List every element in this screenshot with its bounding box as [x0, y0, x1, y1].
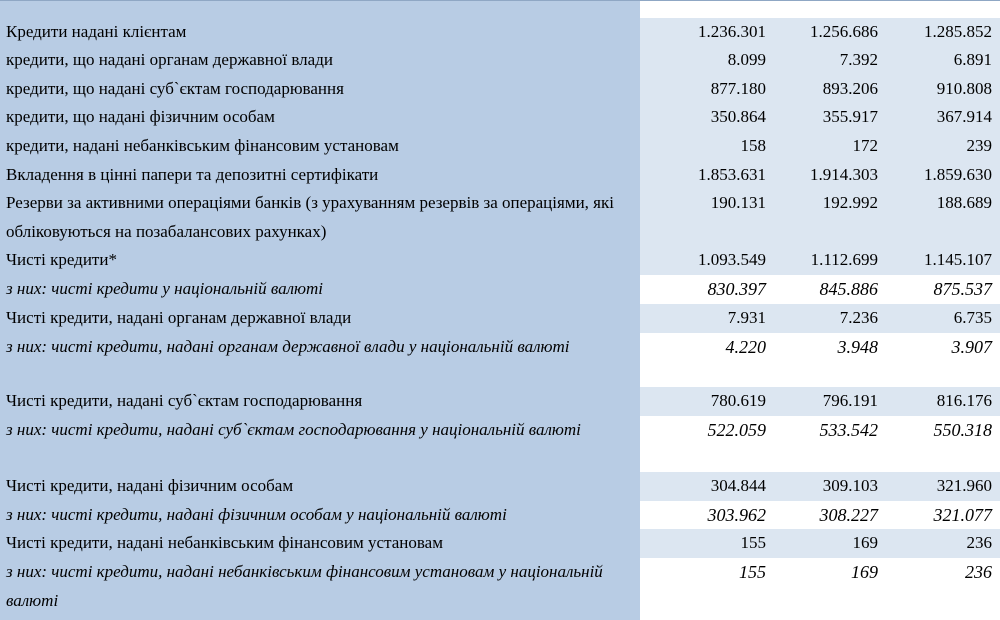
table-row[interactable] [0, 275, 1000, 304]
value-col-3: 236 [966, 533, 992, 552]
value-col-2: 7.392 [839, 50, 878, 69]
value-col-3: 239 [966, 136, 992, 155]
value-col-2: 169 [851, 562, 878, 582]
table-row[interactable] [0, 103, 1000, 132]
value-col-2: 893.206 [822, 79, 878, 98]
table-row[interactable] [0, 387, 1000, 416]
values-cell-group [640, 46, 1000, 75]
table-row[interactable] [0, 18, 1000, 46]
row-label: з них: чисті кредити, надані органам державної влади у національній валюті [6, 337, 570, 356]
table-row[interactable] [0, 46, 1000, 75]
row-label: Чисті кредити, надані органам державної влади [6, 308, 352, 327]
table-row[interactable] [0, 558, 1000, 620]
value-col-1: 1.093.549 [698, 250, 766, 269]
value-col-1: 155 [740, 533, 766, 552]
value-col-2: 845.886 [819, 279, 878, 299]
row-label: Чисті кредити, надані небанківським фінансовим установам [6, 533, 443, 552]
table-row[interactable] [0, 529, 1000, 558]
value-col-3: 550.318 [933, 420, 992, 440]
top-border [0, 0, 1000, 1]
table-row[interactable] [0, 132, 1000, 161]
value-col-2: 308.227 [819, 505, 878, 525]
value-col-2: 1.914.303 [810, 165, 878, 184]
value-col-2: 3.948 [837, 337, 878, 357]
value-col-3: 910.808 [936, 79, 992, 98]
values-cell-group [640, 558, 1000, 620]
value-col-3: 236 [965, 562, 992, 582]
value-col-3: 6.735 [953, 308, 992, 327]
value-col-2: 309.103 [822, 476, 878, 495]
value-col-1: 7.931 [727, 308, 766, 327]
table-row[interactable] [0, 416, 1000, 472]
value-col-3: 6.891 [953, 50, 992, 69]
value-col-1: 155 [739, 562, 766, 582]
value-col-3: 1.859.630 [924, 165, 992, 184]
row-label: з них: чисті кредити, надані фізичним особам у національній валюті [6, 505, 507, 524]
value-col-3: 367.914 [936, 107, 992, 126]
value-col-1: 830.397 [707, 279, 766, 299]
row-label: Кредити надані клієнтам [6, 22, 187, 41]
table-row[interactable] [0, 189, 1000, 246]
value-col-3: 321.077 [933, 505, 992, 525]
value-col-1: 522.059 [707, 420, 766, 440]
values-cell-group [640, 132, 1000, 161]
value-col-2: 7.236 [839, 308, 878, 327]
value-col-1: 304.844 [710, 476, 766, 495]
table-row[interactable] [0, 246, 1000, 275]
value-col-1: 780.619 [710, 391, 766, 410]
value-col-1: 1.853.631 [698, 165, 766, 184]
table-row[interactable] [0, 472, 1000, 501]
value-col-1: 877.180 [710, 79, 766, 98]
value-col-3: 1.145.107 [924, 250, 992, 269]
row-label: з них: чисті кредити у національній валюті [6, 279, 323, 298]
value-col-1: 8.099 [727, 50, 766, 69]
row-label: кредити, що надані фізичним особам [6, 107, 275, 126]
value-col-1: 350.864 [710, 107, 766, 126]
value-col-2: 533.542 [819, 420, 878, 440]
table-row[interactable] [0, 161, 1000, 189]
value-col-3: 1.285.852 [924, 22, 992, 41]
table-row[interactable] [0, 75, 1000, 103]
value-col-3: 3.907 [951, 337, 992, 357]
values-cell-group [640, 304, 1000, 333]
row-label: Чисті кредити, надані суб`єктам господарювання [6, 391, 363, 410]
value-col-2: 172 [852, 136, 878, 155]
value-col-3: 188.689 [936, 193, 992, 212]
row-label: кредити, що надані суб`єктам господарювання [6, 79, 344, 98]
row-label: з них: чисті кредити, надані небанківським фінансовим установам у національній валюті [6, 562, 603, 610]
value-col-2: 1.112.699 [810, 250, 878, 269]
row-label: Вкладення в цінні папери та депозитні сертифікати [6, 165, 379, 184]
value-col-2: 796.191 [822, 391, 878, 410]
value-col-2: 1.256.686 [810, 22, 878, 41]
table-row[interactable] [0, 501, 1000, 529]
value-col-2: 192.992 [822, 193, 878, 212]
table-row[interactable] [0, 304, 1000, 333]
values-cell-group [640, 529, 1000, 558]
value-col-3: 321.960 [936, 476, 992, 495]
row-label: кредити, що надані органам державної влади [6, 50, 333, 69]
value-col-3: 816.176 [936, 391, 992, 410]
row-label: Резерви за активними операціями банків (з урахуванням резервів за операціями, які обліковуються на позабалансових рахунках) [6, 193, 614, 241]
value-col-1: 1.236.301 [698, 22, 766, 41]
row-label: кредити, надані небанківським фінансовим установам [6, 136, 399, 155]
value-col-1: 158 [740, 136, 766, 155]
value-col-1: 190.131 [710, 193, 766, 212]
row-label: з них: чисті кредити, надані суб`єктам господарювання у національній валюті [6, 420, 581, 439]
value-col-3: 875.537 [933, 279, 992, 299]
table-row[interactable] [0, 333, 1000, 387]
row-label: Чисті кредити* [6, 250, 117, 269]
row-label: Чисті кредити, надані фізичним особам [6, 476, 294, 495]
value-col-1: 303.962 [707, 505, 766, 525]
values-cell-group [640, 333, 1000, 387]
value-col-2: 355.917 [822, 107, 878, 126]
value-col-2: 169 [852, 533, 878, 552]
value-col-1: 4.220 [725, 337, 766, 357]
